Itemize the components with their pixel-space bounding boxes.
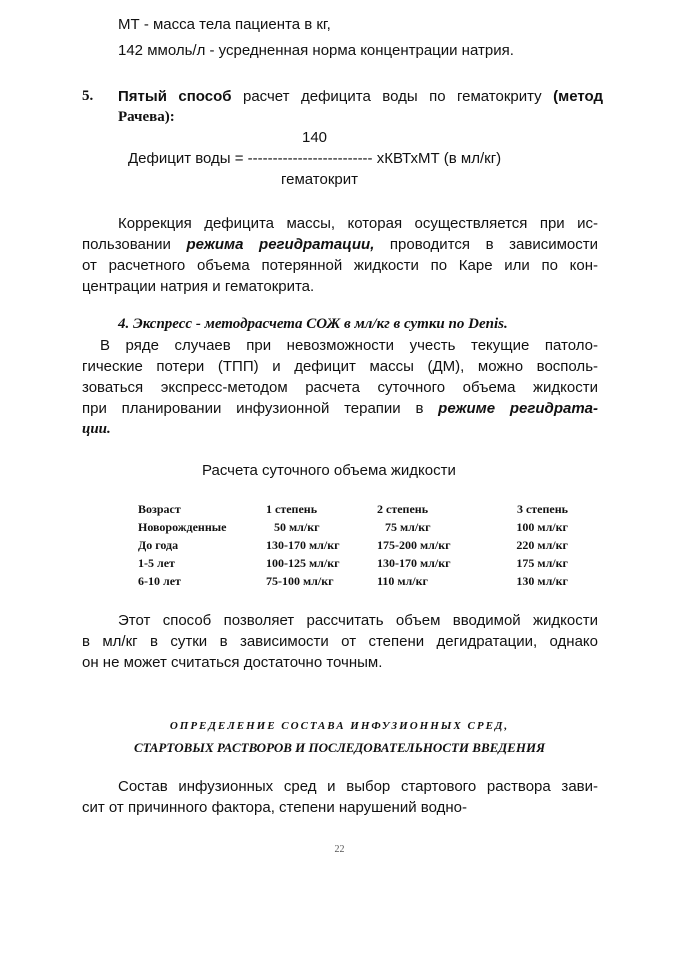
table-cell: 100 мл/кг bbox=[516, 520, 568, 534]
water-deficit-formula: Дефицит воды = ------------------------- хКВТхМТ (в мл/кг) bbox=[128, 150, 502, 167]
table-row bbox=[138, 572, 568, 590]
table-cell: 175 мл/кг bbox=[516, 556, 568, 570]
method4-line3: зоваться экспресс-методом расчета суточного объема жидкости bbox=[82, 379, 598, 396]
section-heading-line1: ОПРЕДЕЛЕНИЕ СОСТАВА ИНФУЗИОННЫХ СРЕД, bbox=[169, 720, 510, 732]
table-row bbox=[138, 554, 568, 572]
table-cell: 130 мл/кг bbox=[516, 574, 568, 588]
page-number: 22 bbox=[334, 844, 345, 855]
para2-line3: он не может считаться достаточно точным. bbox=[82, 654, 383, 671]
method4-line5: ции. bbox=[82, 421, 111, 437]
table-cell: До года bbox=[138, 538, 179, 552]
method5-number: 5. bbox=[82, 88, 94, 104]
table-cell: 100-125 мл/кг bbox=[266, 556, 340, 570]
method5-title-line2: Рачева): bbox=[118, 109, 175, 125]
para1-line4: центрации натрия и гематокрита. bbox=[82, 278, 315, 295]
header-age: Возраст bbox=[138, 502, 181, 516]
table-cell: 175-200 мл/кг bbox=[377, 538, 451, 552]
method4-line1: В ряде случаев при невозможности учесть текущие патоло- bbox=[100, 337, 598, 354]
table-cell: 220 мл/кг bbox=[516, 538, 568, 552]
fluid-volume-table bbox=[138, 500, 568, 590]
method5-title: Пятый способ расчет дефицита воды по гематокриту (метод bbox=[118, 88, 603, 105]
table-cell: 130-170 мл/кг bbox=[266, 538, 340, 552]
formula-numerator: 140 bbox=[302, 129, 328, 146]
para2-line1: Этот способ позволяет рассчитать объем вводимой жидкости bbox=[118, 612, 598, 629]
header-degree-1: 1 степень bbox=[266, 502, 318, 516]
table-cell: Новорожденные bbox=[138, 520, 227, 534]
table-cell: 6-10 лет bbox=[138, 574, 181, 588]
para1-line1: Коррекция дефицита массы, которая осуществляется при ис- bbox=[118, 215, 598, 232]
para1-line2: пользовании режима регидратации, проводится в зависимости bbox=[82, 236, 598, 253]
header-degree-2: 2 степень bbox=[377, 502, 429, 516]
table-cell: 75 мл/кг bbox=[385, 520, 431, 534]
mt-definition: МТ - масса тела пациента в кг, bbox=[118, 16, 331, 33]
sodium-norm-definition: 142 ммоль/л - усредненная норма концентрации натрия. bbox=[118, 42, 514, 59]
para3-line2: сит от причинного фактора, степени нарушений водно- bbox=[82, 799, 467, 816]
table-cell: 1-5 лет bbox=[138, 556, 175, 570]
table-cell: 110 мл/кг bbox=[377, 574, 428, 588]
table-caption: Расчета суточного объема жидкости bbox=[202, 462, 456, 479]
table-cell: 130-170 мл/кг bbox=[377, 556, 451, 570]
para1-line3: от расчетного объема потерянной жидкости по Каре или по кон- bbox=[82, 257, 598, 274]
section-heading-line2: СТАРТОВЫХ РАСТВОРОВ И ПОСЛЕДОВАТЕЛЬНОСТИ ВВЕДЕНИЯ bbox=[133, 740, 546, 755]
method4-line2: гические потери (ТПП) и дефицит массы (ДМ), можно восполь- bbox=[82, 358, 598, 375]
method4-heading: 4. Экспресс - методрасчета СОЖ в мл/кг в сутки по Denis. bbox=[118, 316, 508, 332]
table-header-row bbox=[138, 500, 568, 518]
table-cell: 75-100 мл/кг bbox=[266, 574, 334, 588]
para2-line2: в мл/кг в сутки в зависимости от степени дегидратации, однако bbox=[82, 633, 598, 650]
table-row bbox=[138, 518, 568, 536]
para3-line1: Состав инфузионных сред и выбор стартового раствора зави- bbox=[118, 778, 598, 795]
formula-denominator: гематокрит bbox=[281, 171, 359, 188]
table-row bbox=[138, 536, 568, 554]
method4-line4: при планировании инфузионной терапии в режиме регидрата- bbox=[82, 400, 599, 417]
header-degree-3: 3 степень bbox=[516, 502, 568, 516]
table-cell: 50 мл/кг bbox=[274, 520, 320, 534]
